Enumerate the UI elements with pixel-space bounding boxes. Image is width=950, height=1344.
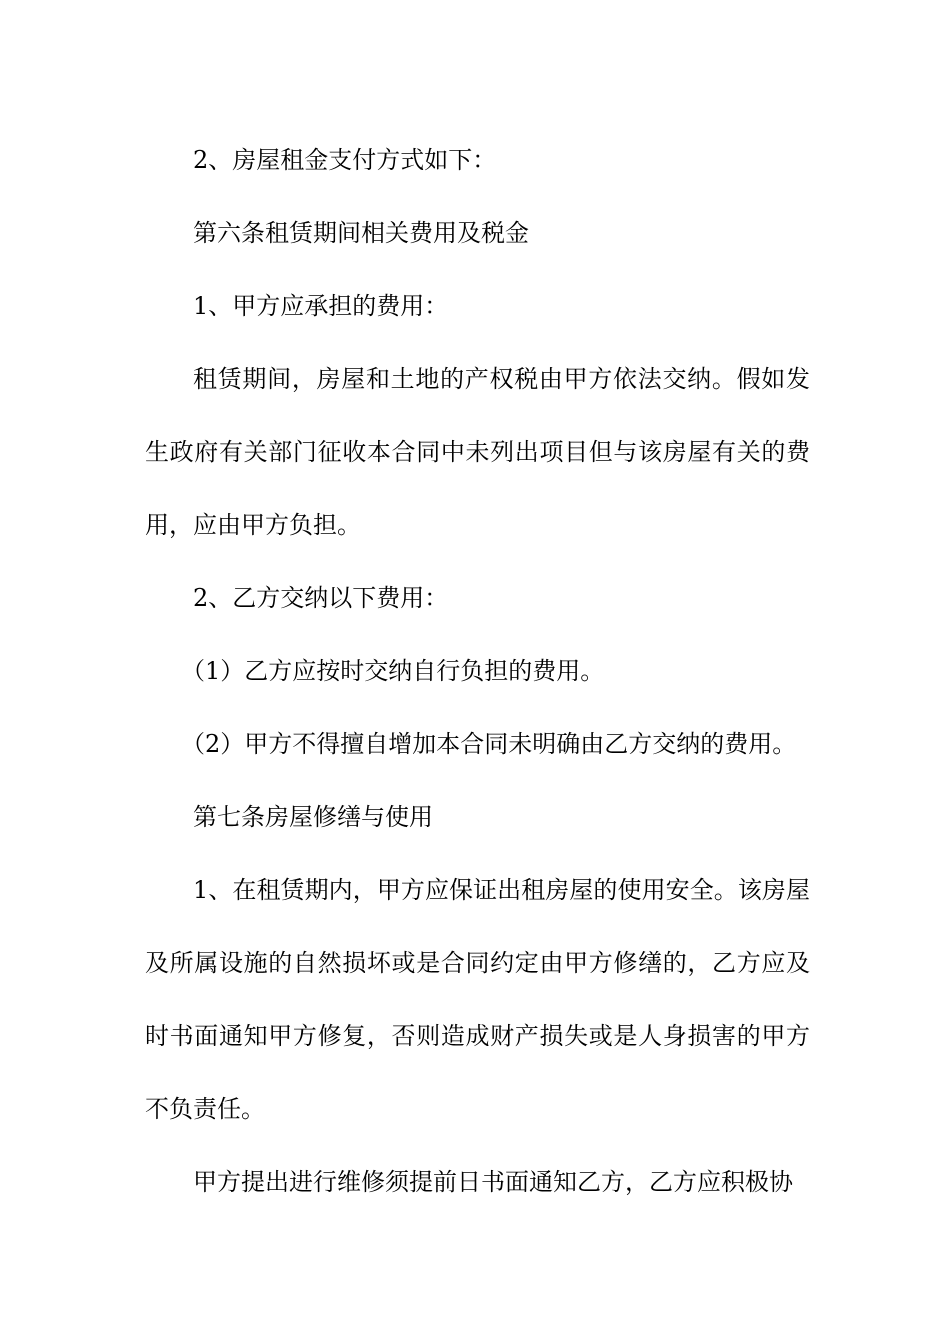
document-body	[145, 124, 810, 1219]
section-heading-article-7: 第七条房屋修缮与使用	[193, 803, 433, 831]
paragraph-repair-notice: 甲方提出进行维修须提前日书面通知乙方，乙方应积极协	[193, 1168, 793, 1196]
paragraph-party-b-costs-heading: 2、乙方交纳以下费用：	[193, 584, 449, 612]
section-heading-article-6: 第六条租赁期间相关费用及税金	[193, 219, 529, 247]
paragraph-rent-payment: 2、房屋租金支付方式如下：	[193, 146, 497, 174]
paragraph-party-b-item-1: （1）乙方应按时交纳自行负担的费用。	[181, 657, 605, 685]
paragraph-repair-safety: 1、在租赁期内，甲方应保证出租房屋的使用安全。该房屋及所属设施的自然损坏或是合同约定由甲方修缮的，乙方应及时书面通知甲方修复，否则造成财产损失或是人身损害的甲方不负责任。	[145, 876, 810, 1123]
paragraph-party-a-costs: 租赁期间，房屋和土地的产权税由甲方依法交纳。假如发生政府有关部门征收本合同中未列出项目但与该房屋有关的费用，应由甲方负担。	[145, 365, 810, 539]
paragraph-party-a-costs-heading: 1、甲方应承担的费用：	[193, 292, 449, 320]
paragraph-party-b-item-2: （2）甲方不得擅自增加本合同未明确由乙方交纳的费用。	[181, 730, 797, 758]
